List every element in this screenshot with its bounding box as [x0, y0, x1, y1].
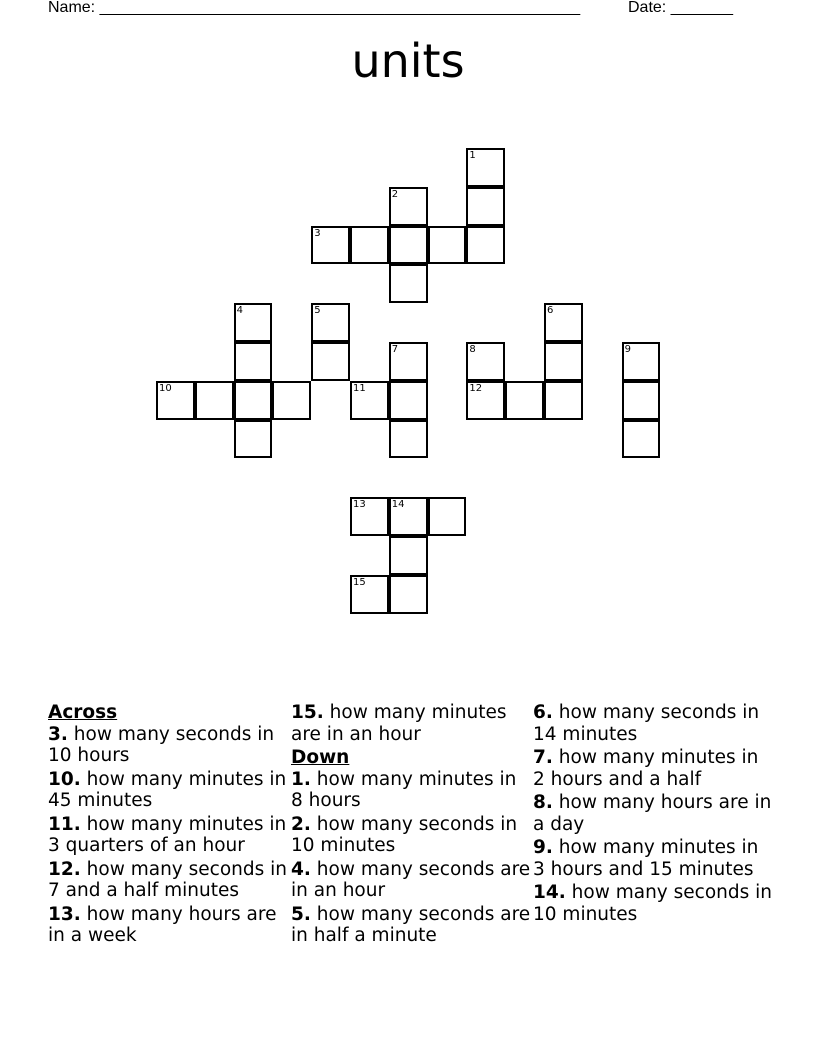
crossword-cell[interactable] — [195, 381, 234, 420]
crossword-cell[interactable] — [389, 226, 428, 265]
crossword-cell[interactable] — [466, 187, 505, 226]
crossword-cell[interactable] — [234, 381, 273, 420]
clue-down-2: 2. how many seconds in 10 minutes — [291, 813, 518, 856]
crossword-cell[interactable] — [389, 575, 428, 614]
crossword-cell[interactable] — [389, 264, 428, 303]
clue-number: 4 — [236, 305, 243, 317]
crossword-cell[interactable] — [428, 497, 467, 536]
clue-across-13: 13. how many hours are in a week — [48, 903, 277, 946]
clues-column-2 — [291, 702, 531, 949]
clue-down-8: 8. how many hours are in a day — [533, 792, 772, 835]
clue-number: 9 — [624, 344, 631, 355]
crossword-cell[interactable] — [350, 226, 389, 265]
crossword-cell[interactable] — [466, 226, 505, 265]
crossword-cell[interactable] — [544, 342, 583, 381]
clue-number: 7 — [391, 344, 399, 355]
clue-down-6: 6. how many seconds in 14 minutes — [533, 702, 760, 745]
clue-down-14: 14. how many seconds in 10 minutes — [533, 882, 773, 925]
crossword-cell[interactable] — [350, 497, 389, 536]
clue-down-4: 4. how many seconds are in an hour — [291, 858, 531, 901]
crossword-cell[interactable] — [389, 536, 428, 575]
crossword-cell[interactable] — [389, 497, 428, 536]
crossword-cell[interactable] — [466, 342, 505, 381]
crossword-cell[interactable] — [234, 303, 273, 342]
crossword-cell[interactable] — [466, 381, 505, 420]
clue-number: 8 — [469, 344, 476, 355]
clue-across-12: 12. how many seconds in 7 and a half minutes — [48, 858, 288, 901]
page-title: units — [351, 34, 465, 88]
clue-down-9: 9. how many minutes in 3 hours and 15 minutes — [533, 837, 759, 880]
crossword-cell[interactable] — [622, 381, 661, 420]
clue-across-15: 15. how many minutes are in an hour — [291, 702, 507, 745]
crossword-cell[interactable] — [505, 381, 544, 420]
clue-number: 14 — [391, 499, 405, 511]
clue-across-11: 11. how many minutes in 3 quarters of an hour — [48, 813, 287, 856]
crossword-cell[interactable] — [311, 303, 350, 342]
crossword-cell[interactable] — [622, 342, 661, 381]
down-heading: Down — [291, 747, 350, 768]
clue-number: 3 — [314, 227, 321, 239]
crossword-cell[interactable] — [622, 420, 661, 459]
date-field-label: Date: _______ — [628, 0, 733, 16]
clue-down-7: 7. how many minutes in 2 hours and a half — [533, 747, 759, 790]
clue-down-5: 5. how many seconds are in half a minute — [291, 903, 531, 946]
clue-number: 10 — [159, 382, 172, 394]
crossword-cell[interactable] — [234, 420, 273, 459]
name-field-label: Name: ______________________________________________________ — [48, 0, 581, 16]
clue-across-10: 10. how many minutes in 45 minutes — [48, 768, 287, 811]
crossword-cell[interactable] — [389, 342, 428, 381]
crossword-cell[interactable] — [234, 342, 273, 381]
clue-number: 13 — [353, 499, 366, 511]
clue-number: 6 — [547, 305, 554, 317]
clue-number: 1 — [469, 150, 476, 161]
clue-number: 2 — [391, 188, 399, 200]
crossword-cell[interactable] — [156, 381, 195, 420]
crossword-cell[interactable] — [350, 381, 389, 420]
crossword-cell[interactable] — [428, 226, 467, 265]
crossword-cell[interactable] — [389, 381, 428, 420]
crossword-cell[interactable] — [466, 148, 505, 187]
clue-number: 5 — [314, 305, 321, 317]
across-heading: Across — [48, 702, 118, 723]
clues-column-3 — [533, 702, 773, 927]
clue-down-1: 1. how many minutes in 8 hours — [291, 768, 517, 811]
clue-number: 12 — [469, 382, 483, 394]
crossword-cell[interactable] — [311, 226, 350, 265]
crossword-cell[interactable] — [544, 303, 583, 342]
clue-across-3: 3. how many seconds in 10 hours — [48, 723, 275, 766]
crossword-cell[interactable] — [272, 381, 311, 420]
crossword-cell[interactable] — [544, 381, 583, 420]
clue-number: 15 — [353, 576, 366, 588]
crossword-cell[interactable] — [350, 575, 389, 614]
clues-column-1 — [48, 702, 288, 949]
crossword-cell[interactable] — [389, 420, 428, 459]
crossword-cell[interactable] — [389, 187, 428, 226]
crossword-cell[interactable] — [311, 342, 350, 381]
clue-number: 11 — [353, 382, 366, 394]
